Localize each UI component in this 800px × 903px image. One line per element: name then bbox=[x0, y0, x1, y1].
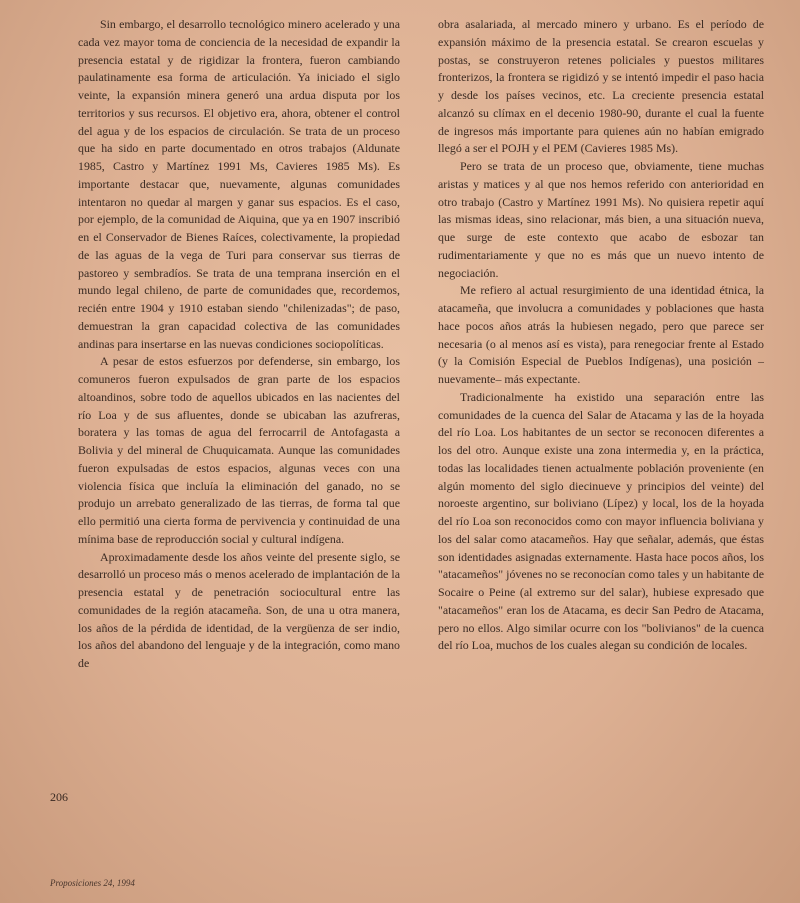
paragraph: Me refiero al actual resurgimiento de una identidad étnica, la atacameña, que involucra a comunidades y poblaciones que hasta hace pocos años atrás la hubiesen negado, pero que parece ser necesaria (o al menos así es vista), para renegociar frente al Estado (y la Comisión Especial de Pueblos Indígenas), una posición –nuevamente– más expectante. bbox=[438, 283, 764, 386]
paragraph: obra asalariada, al mercado minero y urbano. Es el período de expansión máximo de la presencia estatal. Se crearon escuelas y postas, se construyeron retenes policiales y puestos militares fronterizos, la frontera se rigidizó y se intentó impedir el paso hacia y desde los países vecinos, etc. La creciente presencia estatal alcanzó su clímax en el decenio 1980-90, durante el cual la fuente de ingresos más importante para quienes aún no habían emigrado llegó a ser el POJH y el PEM (Cavieres 1985 Ms). bbox=[438, 17, 764, 156]
paragraph: Tradicionalmente ha existido una separación entre las comunidades de la cuenca del Salar de Atacama y las de la hoyada del río Loa. Los habitantes de un sector se reconocen diferentes a los del otro. Aunque existe una zona intermedia y, en la práctica, todas las localidades tienen actualmente población proveniente (en algún momento del siglo diecinueve y principios del veinte) del noroeste argentino, sur boliviano (Lípez) y local, los de la hoyada del río Loa son reconocidos como con mayor influencia boliviana y los del salar como atacameños. Hay que señalar, además, que éstas son identidades asignadas externamente. Hasta hace pocos años, los "atacameños" jóvenes no se reconocían como tales y un habitante de Socaire o Peine (al extremo sur del salar), hubiese expresado que "atacameños" eran los de Atacama, es decir San Pedro de Atacama, pero no ellos. Algo similar ocurre con los "bolivianos" de la cuenca del río Loa, muchos de los cuales alegan su condición de locales. bbox=[438, 389, 765, 653]
journal-footer: Proposiciones 24, 1994 bbox=[50, 878, 135, 888]
paragraph: Aproximadamente desde los años veinte del presente siglo, se desarrolló un proceso más o menos acelerado de implantación de la presencia estatal y de penetración sociocultural entre las comunidades de la región atacameña. Son, de una u otra manera, los años de la pérdida de identidad, de la vergüenza de ser indio, los años del abandono del lenguaje y de la integración, como mano de bbox=[78, 549, 400, 670]
paragraph: A pesar de estos esfuerzos por defenderse, sin embargo, los comuneros fueron expulsados de gran parte de los espacios altoandinos, sobre todo de aquellos ubicados en las nacientes del río Loa y de sus afluentes, donde se ubicaban las azufreras, boratera y las tomas de agua del ferrocarril de Antofagasta a Bolivia y del mineral de Chuquicamata. Aunque las comunidades fueron expulsadas de estos espacios, algunas veces con una violencia física que incluía la eliminación del ganado, no se produjo un arrebato generalizado de las tierras, de forma tal que ello permitió una cierta forma de pervivencia y continuidad de una mínima base de reproducción social y cultural indígena. bbox=[78, 354, 400, 546]
page-number: 206 bbox=[50, 790, 68, 804]
right-column bbox=[438, 16, 764, 655]
paragraph: Sin embargo, el desarrollo tecnológico minero acelerado y una cada vez mayor toma de conciencia de la necesidad de expandir la presencia estatal y de rigidizar la frontera, fueron cambiando paulatinamente esa forma de articulación. Ya iniciado el siglo veinte, la expansión minera generó una ardua disputa por los territorios y sus recursos. El objetivo era, ahora, obtener el control del agua y de los espacios de circulación. Se trata de un proceso que ha sido en parte documentado en otros trabajos (Aldunate 1985, Castro y Martínez 1991 Ms, Cavieres 1985 Ms). Es importante destacar que, nuevamente, algunas comunidades intentaron no quedar al margen y ganar sus espacios. Es el caso, por ejemplo, de la comunidad de Aiquina, que ya en 1907 inscribió en el Conservador de Bienes Raíces, colectivamente, la propiedad de las aguas de la vega de Turi para conservar sus tierras de pastoreo y sembradíos. Se trata de una temprana inserción en el mundo legal chileno, de parte de comunidades que, recordemos, recién entre 1904 y 1910 estaban siendo "chilenizadas"; de paso, demuestran la gran capacidad colectiva de las comunidades andinas para insertarse en las nuevas condiciones sociopolíticas. bbox=[78, 17, 400, 351]
paragraph: Pero se trata de un proceso que, obviamente, tiene muchas aristas y matices y al que nos hemos referido con anterioridad en otro trabajo (Castro y Martínez 1991 Ms). No quisiera repetir aquí las mismas ideas, sino relacionar, más bien, a una situación nueva, que surge de este contexto que acabo de esbozar tan rudimentariamente y que no es más que un nuevo intento de negociación. bbox=[438, 159, 764, 280]
left-column bbox=[78, 16, 400, 673]
